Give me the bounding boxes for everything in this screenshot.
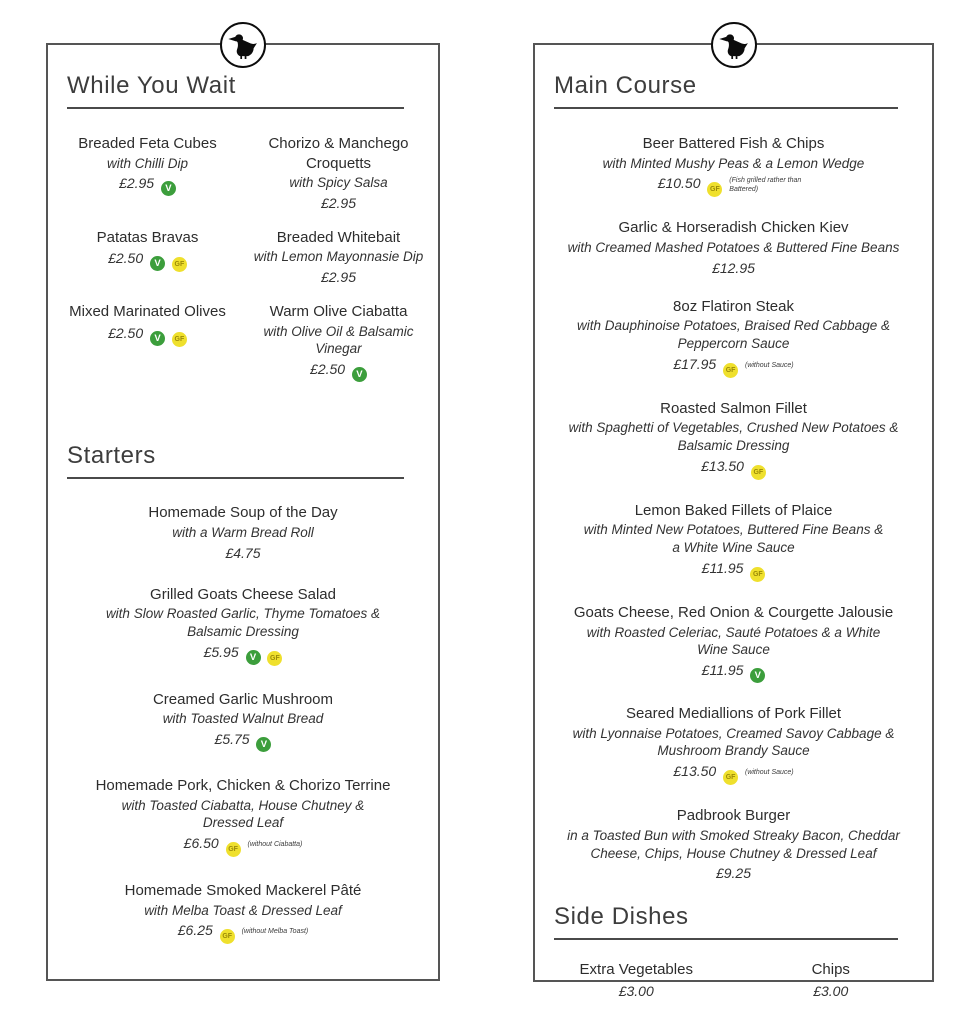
gluten-free-badge: GF [751, 465, 766, 480]
item-price: £3.00 [618, 982, 654, 999]
section-title: Starters [67, 442, 156, 470]
menu-item-beer-battered-fish-chips [543, 134, 924, 197]
menu-item-breaded-feta-cubes [54, 134, 241, 211]
item-name: Breaded Whitebait [276, 228, 401, 246]
menu-item-breaded-whitebait [245, 228, 432, 285]
item-name: Roasted Salmon Fillet [660, 399, 807, 417]
duck-logo [220, 22, 266, 68]
item-description: with Spaghetti of Vegetables, Crushed New Potatoes & Balsamic Dressing [568, 420, 899, 454]
item-description: with a Warm Bread Roll [172, 524, 314, 540]
section-header-starters [67, 442, 404, 479]
item-price: £5.75 [214, 731, 250, 747]
item-price-row [54, 250, 241, 272]
duck-icon [227, 29, 259, 61]
vegetarian-badge: V [150, 256, 165, 271]
item-note: (without Ciabatta) [247, 840, 303, 848]
item-name: Garlic & Horseradish Chicken Kiev [618, 219, 849, 237]
vegetarian-badge: V [256, 737, 271, 752]
duck-logo [711, 22, 757, 68]
item-price-row [543, 175, 924, 197]
section-header-while-you-wait [67, 72, 404, 109]
vegetarian-badge: V [352, 367, 367, 382]
item-price-row [56, 922, 430, 944]
item-price-row [56, 644, 430, 666]
item-price-row [56, 731, 430, 752]
gluten-free-badge: GF [267, 651, 282, 666]
item-price: £13.50 [701, 457, 744, 474]
menu-item-patatas-bravas [54, 228, 241, 285]
item-name: Breaded Feta Cubes [78, 135, 217, 152]
item-description: with Chilli Dip [106, 155, 189, 171]
gluten-free-badge: GF [707, 182, 722, 197]
item-name: Mixed Marinated Olives [69, 303, 226, 321]
item-name: Extra Vegetables [579, 961, 693, 979]
gluten-free-badge: GF [172, 332, 187, 347]
duck-icon [718, 29, 750, 61]
menu-item-goats-cheese-jalousie [543, 603, 924, 683]
section-title: Side Dishes [554, 903, 689, 931]
item-price-row [543, 865, 924, 881]
vegetarian-badge: V [150, 331, 165, 346]
menu-item-creamed-garlic-mushroom [56, 690, 430, 752]
item-description: with Toasted Walnut Bread [162, 711, 324, 727]
item-name: Padbrook Burger [676, 807, 791, 825]
vegetarian-badge: V [750, 668, 765, 683]
menu-item-flatiron-steak [543, 297, 924, 378]
item-name: Chips [811, 961, 850, 979]
gluten-free-badge: GF [220, 929, 235, 944]
item-name: Patatas Bravas [96, 228, 199, 246]
item-price-row [543, 458, 924, 480]
item-price-row [245, 269, 432, 285]
item-price-row [543, 560, 924, 582]
item-description: in a Toasted Bun with Smoked Streaky Bacon, Cheddar Cheese, Chips, House Chutney & Dressed Leaf [567, 827, 900, 861]
item-note: (without Sauce) [744, 361, 794, 369]
gluten-free-badge: GF [723, 363, 738, 378]
item-note: (without Melba Toast) [241, 928, 309, 936]
item-description: with Lemon Mayonnasie Dip [253, 249, 424, 265]
item-name: 8oz Flatiron Steak [673, 297, 794, 315]
item-price: £2.50 [108, 324, 144, 341]
item-name: Homemade Soup of the Day [148, 504, 338, 522]
section-header-side-dishes [554, 903, 898, 940]
item-description: with Minted Mushy Peas & a Lemon Wedge [602, 155, 865, 171]
item-price-row [541, 983, 732, 999]
menu-panel-right [533, 43, 934, 999]
item-name: Beer Battered Fish & Chips [642, 135, 825, 152]
item-description: with Dauphinoise Potatoes, Braised Red Cabbage & Peppercorn Sauce [577, 318, 890, 351]
main-course-items [535, 134, 932, 881]
item-description: with Creamed Mashed Potatoes & Buttered Fine Beans [567, 239, 900, 255]
side-dishes-items [535, 960, 932, 999]
item-name: Homemade Pork, Chicken & Chorizo Terrine [95, 777, 391, 794]
item-price: £2.95 [320, 194, 357, 211]
section-title: While You Wait [67, 72, 236, 99]
item-price-row [543, 662, 924, 683]
item-description: with Lyonnaise Potatoes, Creamed Savoy Cabbage & Mushroom Brandy Sauce [572, 725, 895, 759]
item-description: with Olive Oil & Balsamic Vinegar [263, 323, 414, 357]
item-price: £6.25 [177, 922, 213, 939]
item-price-row [56, 835, 430, 857]
menu-item-pork-chicken-chorizo-terrine [56, 776, 430, 857]
section-header-main-course [554, 72, 898, 109]
item-name: Seared Mediallions of Pork Fillet [625, 705, 842, 723]
item-name: Goats Cheese, Red Onion & Courgette Jalousie [573, 604, 894, 621]
menu-item-extra-vegetables [541, 960, 732, 999]
item-price: £17.95 [673, 355, 717, 372]
item-price: £3.00 [813, 982, 849, 999]
item-price: £2.95 [320, 269, 357, 286]
vegetarian-badge: V [161, 181, 176, 196]
menu-panel-left [46, 43, 440, 981]
menu-item-lemon-baked-plaice [543, 501, 924, 582]
item-price-row [54, 175, 241, 196]
section-title: Main Course [554, 72, 697, 99]
item-price-row [543, 260, 924, 276]
item-price-row [736, 983, 927, 999]
item-price: £4.75 [225, 544, 261, 561]
item-price: £11.95 [701, 560, 744, 576]
menu-item-roasted-salmon-fillet [543, 399, 924, 480]
item-description: with Slow Roasted Garlic, Thyme Tomatoes & Balsamic Dressing [105, 606, 381, 639]
item-price-row [54, 325, 241, 347]
item-price: £10.50 [657, 175, 701, 192]
item-price: £9.25 [715, 865, 752, 882]
menu-item-grilled-goats-cheese-salad [56, 585, 430, 666]
item-price-row [56, 545, 430, 561]
item-price: £5.95 [203, 643, 239, 660]
item-name: Warm Olive Ciabatta [269, 303, 408, 321]
menu-item-chorizo-manchego-croquetts [245, 134, 432, 211]
item-price: £11.95 [701, 662, 744, 679]
menu-item-chips [736, 960, 927, 999]
item-price: £2.95 [119, 175, 155, 192]
menu-item-padbrook-burger [543, 806, 924, 881]
item-price-row [543, 763, 924, 785]
gluten-free-badge: GF [750, 567, 765, 582]
menu-item-warm-olive-ciabatta [245, 302, 432, 382]
item-price: £12.95 [712, 259, 755, 276]
item-note: (without Sauce) [744, 769, 794, 776]
item-note: (Fish grilled rather than Battered) [729, 176, 802, 193]
gluten-free-badge: GF [723, 770, 738, 785]
item-price-row [245, 195, 432, 211]
item-name: Grilled Goats Cheese Salad [150, 585, 336, 603]
menu-item-chicken-kiev [543, 218, 924, 275]
item-description: with Minted New Potatoes, Buttered Fine Beans & a White Wine Sauce [583, 522, 884, 556]
menu-item-homemade-soup [56, 503, 430, 560]
starters-items [48, 503, 438, 944]
item-price: £2.50 [108, 250, 144, 267]
item-description: with Melba Toast & Dressed Leaf [144, 902, 342, 918]
item-price-row [245, 361, 432, 382]
item-name: Homemade Smoked Mackerel Pâté [124, 882, 362, 900]
item-name: Creamed Garlic Mushroom [152, 690, 334, 708]
item-price: £6.50 [183, 835, 219, 852]
menu-item-mixed-marinated-olives [54, 302, 241, 382]
while-you-wait-items [48, 134, 438, 382]
item-price: £2.50 [310, 361, 346, 378]
menu-item-smoked-mackerel-pate [56, 881, 430, 944]
gluten-free-badge: GF [226, 842, 241, 857]
item-name: Lemon Baked Fillets of Plaice [634, 501, 833, 519]
item-price: £13.50 [673, 763, 717, 780]
vegetarian-badge: V [246, 650, 261, 665]
item-name: Chorizo & Manchego Croquetts [268, 135, 409, 172]
item-description: with Toasted Ciabatta, House Chutney & Dressed Leaf [121, 797, 365, 831]
item-description: with Roasted Celeriac, Sauté Potatoes & a White Wine Sauce [586, 624, 881, 658]
item-price-row [543, 356, 924, 378]
gluten-free-badge: GF [172, 257, 187, 272]
item-description: with Spicy Salsa [289, 175, 388, 190]
menu-item-pork-fillet-medallions [543, 704, 924, 785]
